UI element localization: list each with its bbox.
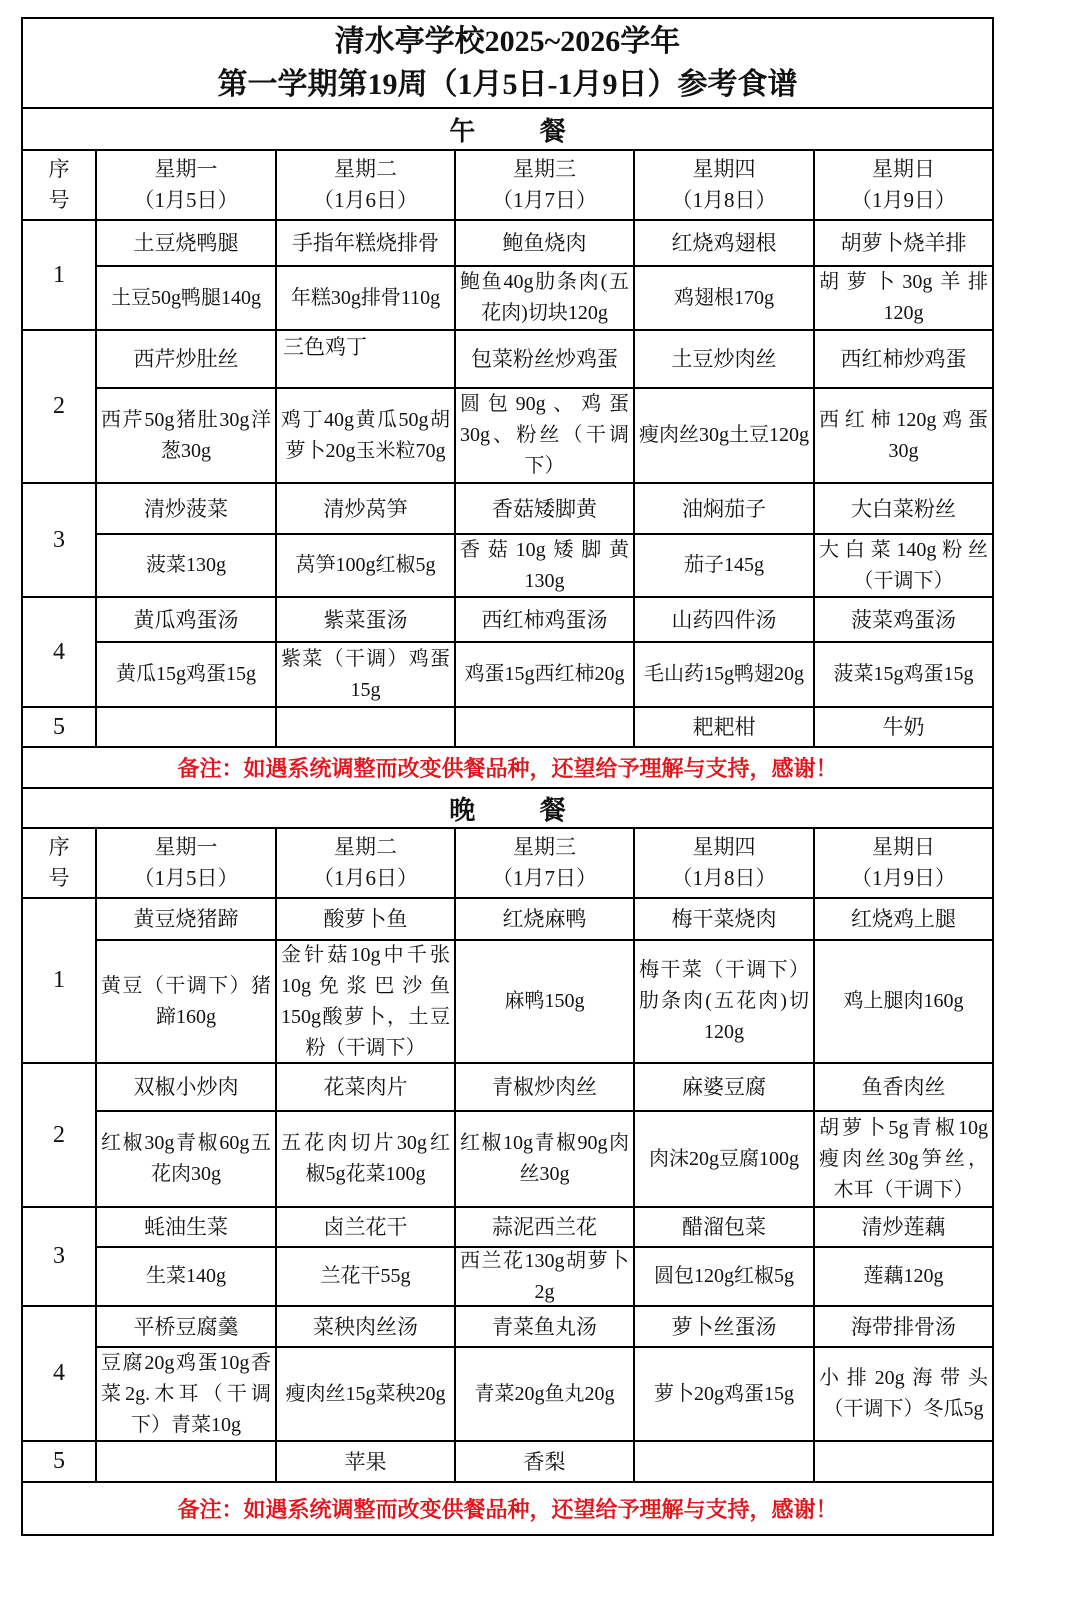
lunch-row-3-monday-dish: 清炒菠菜: [97, 484, 277, 535]
dinner-row-2-wednesday-ingredients: 红椒10g青椒90g肉丝30g: [456, 1112, 635, 1208]
dinner-row-3-wednesday-ingredients: 西兰花130g胡萝卜2g: [456, 1248, 635, 1307]
menu-title-school-year: 清水亭学校2025~2026学年: [334, 25, 681, 58]
dinner-row-1-wednesday-dish: 红烧麻鸭: [456, 899, 635, 941]
dinner-row-5-tuesday-item: 苹果: [277, 1442, 456, 1483]
dinner-row-5-number: 5: [23, 1442, 97, 1483]
dinner-row-3-thursday-ingredients: 圆包120g红椒5g: [635, 1248, 815, 1307]
dinner-row-5-monday-item: [97, 1442, 277, 1483]
menu-title: [23, 19, 994, 109]
lunch-row-4-wednesday-dish: 西红柿鸡蛋汤: [456, 598, 635, 643]
lunch-row-2-monday-dish: 西芹炒肚丝: [97, 331, 277, 389]
date-label: （1月7日）: [492, 866, 597, 890]
dinner-row-1-number: 1: [23, 899, 97, 1064]
lunch-row-3-thursday-ingredients: 茄子145g: [635, 535, 815, 598]
weekday-label: 星期四: [692, 157, 756, 181]
lunch-note: 备注：如遇系统调整而改变供餐品种，还望给予理解与支持，感谢！: [23, 748, 994, 789]
dinner-row-2-wednesday-dish: 青椒炒肉丝: [456, 1064, 635, 1112]
lunch-row-5-wednesday-item: [456, 708, 635, 748]
lunch-row-4-tuesday-ingredients: 紫菜（干调）鸡蛋15g: [277, 643, 456, 708]
lunch-row-4-wednesday-ingredients: 鸡蛋15g西红柿20g: [456, 643, 635, 708]
lunch-row-4-sunday-ingredients: 菠菜15g鸡蛋15g: [815, 643, 994, 708]
lunch-row-2-tuesday-ingredients: 鸡丁40g黄瓜50g胡萝卜20g玉米粒70g: [277, 389, 456, 484]
lunch-row-4-tuesday-dish: 紫菜蛋汤: [277, 598, 456, 643]
lunch-row-2-monday-ingredients: 西芹50g猪肚30g洋葱30g: [97, 389, 277, 484]
weekday-label: 星期四: [692, 835, 756, 859]
dinner-row-3-tuesday-dish: 卤兰花干: [277, 1208, 456, 1248]
lunch-row-3-tuesday-dish: 清炒莴笋: [277, 484, 456, 535]
dinner-row-1-wednesday-ingredients: 麻鸭150g: [456, 941, 635, 1064]
lunch-row-4-number: 4: [23, 598, 97, 708]
seq-header-line-2: 号: [48, 866, 70, 890]
lunch-row-2-sunday-dish: 西红柿炒鸡蛋: [815, 331, 994, 389]
dinner-row-4-sunday-dish: 海带排骨汤: [815, 1307, 994, 1348]
dinner-row-5-wednesday-item: 香梨: [456, 1442, 635, 1483]
dinner-row-4-thursday-dish: 萝卜丝蛋汤: [635, 1307, 815, 1348]
dinner-row-4-monday-dish: 平桥豆腐羹: [97, 1307, 277, 1348]
lunch-row-3-thursday-dish: 油焖茄子: [635, 484, 815, 535]
lunch-row-1-sunday-dish: 胡萝卜烧羊排: [815, 221, 994, 267]
lunch-header-monday: [97, 151, 277, 221]
weekday-label: 星期一: [154, 835, 218, 859]
lunch-row-3-tuesday-ingredients: 莴笋100g红椒5g: [277, 535, 456, 598]
date-label: （1月6日）: [313, 866, 418, 890]
lunch-row-4-monday-dish: 黄瓜鸡蛋汤: [97, 598, 277, 643]
lunch-row-1-thursday-dish: 红烧鸡翅根: [635, 221, 815, 267]
dinner-row-1-thursday-dish: 梅干菜烧肉: [635, 899, 815, 941]
weekday-label: 星期二: [334, 157, 397, 181]
lunch-row-1-monday-dish: 土豆烧鸭腿: [97, 221, 277, 267]
lunch-header-wednesday: [456, 151, 635, 221]
dinner-row-2-sunday-dish: 鱼香肉丝: [815, 1064, 994, 1112]
lunch-row-5-monday-item: [97, 708, 277, 748]
lunch-row-3-monday-ingredients: 菠菜130g: [97, 535, 277, 598]
lunch-row-3-wednesday-dish: 香菇矮脚黄: [456, 484, 635, 535]
dinner-row-2-monday-dish: 双椒小炒肉: [97, 1064, 277, 1112]
lunch-row-3-sunday-dish: 大白菜粉丝: [815, 484, 994, 535]
dinner-row-3-monday-ingredients: 生菜140g: [97, 1248, 277, 1307]
dinner-row-5-thursday-item: [635, 1442, 815, 1483]
dinner-row-4-wednesday-ingredients: 青菜20g鱼丸20g: [456, 1348, 635, 1442]
dinner-row-2-tuesday-ingredients: 五花肉切片30g红椒5g花菜100g: [277, 1112, 456, 1208]
dinner-row-1-monday-dish: 黄豆烧猪蹄: [97, 899, 277, 941]
lunch-row-1-thursday-ingredients: 鸡翅根170g: [635, 267, 815, 331]
dinner-row-4-tuesday-dish: 菜秧肉丝汤: [277, 1307, 456, 1348]
weekly-menu-table: [21, 17, 994, 1536]
date-label: （1月5日）: [133, 188, 239, 212]
weekday-label: 星期三: [513, 835, 576, 859]
menu-title-week: 第一学期第19周（1月5日-1月9日）参考食谱: [217, 68, 798, 101]
dinner-row-2-monday-ingredients: 红椒30g青椒60g五花肉30g: [97, 1112, 277, 1208]
date-label: （1月9日）: [851, 866, 956, 890]
weekday-label: 星期日: [872, 157, 935, 181]
dinner-row-1-sunday-ingredients: 鸡上腿肉160g: [815, 941, 994, 1064]
seq-header-line-1: 序: [48, 835, 70, 859]
dinner-row-1-sunday-dish: 红烧鸡上腿: [815, 899, 994, 941]
seq-header-line-1: 序: [48, 157, 70, 181]
lunch-row-3-wednesday-ingredients: 香菇10g矮脚黄130g: [456, 535, 635, 598]
date-label: （1月8日）: [671, 188, 777, 212]
lunch-row-4-thursday-ingredients: 毛山药15g鸭翅20g: [635, 643, 815, 708]
lunch-header-sunday: [815, 151, 994, 221]
dinner-row-2-thursday-dish: 麻婆豆腐: [635, 1064, 815, 1112]
dinner-header-sunday: [815, 829, 994, 899]
dinner-row-3-number: 3: [23, 1208, 97, 1307]
date-label: （1月6日）: [313, 188, 418, 212]
weekday-label: 星期一: [154, 157, 218, 181]
dinner-row-1-tuesday-ingredients: 金针菇10g中千张10g免浆巴沙鱼150g酸萝卜，土豆粉（干调下）: [277, 941, 456, 1064]
dinner-row-1-tuesday-dish: 酸萝卜鱼: [277, 899, 456, 941]
dinner-row-2-number: 2: [23, 1064, 97, 1208]
dinner-row-2-sunday-ingredients: 胡萝卜5g青椒10g瘦肉丝30g笋丝，木耳（干调下）: [815, 1112, 994, 1208]
lunch-row-2-thursday-ingredients: 瘦肉丝30g土豆120g: [635, 389, 815, 484]
dinner-row-1-thursday-ingredients: 梅干菜（干调下）肋条肉(五花肉)切120g: [635, 941, 815, 1064]
lunch-row-1-wednesday-dish: 鲍鱼烧肉: [456, 221, 635, 267]
lunch-row-2-number: 2: [23, 331, 97, 484]
date-label: （1月9日）: [851, 188, 956, 212]
dinner-row-2-thursday-ingredients: 肉沫20g豆腐100g: [635, 1112, 815, 1208]
dinner-row-4-sunday-ingredients: 小排20g海带头（干调下）冬瓜5g: [815, 1348, 994, 1442]
lunch-row-1-tuesday-dish: 手指年糕烧排骨: [277, 221, 456, 267]
dinner-row-3-sunday-dish: 清炒莲藕: [815, 1208, 994, 1248]
lunch-row-2-wednesday-dish: 包菜粉丝炒鸡蛋: [456, 331, 635, 389]
dinner-header-thursday: [635, 829, 815, 899]
dinner-section-label: 晚 餐: [23, 789, 994, 829]
weekday-label: 星期日: [872, 835, 935, 859]
date-label: （1月8日）: [671, 866, 777, 890]
dinner-note: 备注：如遇系统调整而改变供餐品种，还望给予理解与支持，感谢！: [23, 1483, 994, 1536]
lunch-row-1-monday-ingredients: 土豆50g鸭腿140g: [97, 267, 277, 331]
lunch-row-4-sunday-dish: 菠菜鸡蛋汤: [815, 598, 994, 643]
weekday-label: 星期三: [513, 157, 576, 181]
dinner-row-3-monday-dish: 蚝油生菜: [97, 1208, 277, 1248]
lunch-row-5-sunday-item: 牛奶: [815, 708, 994, 748]
weekday-label: 星期二: [334, 835, 397, 859]
dinner-row-1-monday-ingredients: 黄豆（干调下）猪蹄160g: [97, 941, 277, 1064]
lunch-row-1-sunday-ingredients: 胡萝卜30g羊排120g: [815, 267, 994, 331]
dinner-row-5-sunday-item: [815, 1442, 994, 1483]
dinner-row-3-tuesday-ingredients: 兰花干55g: [277, 1248, 456, 1307]
dinner-row-4-number: 4: [23, 1307, 97, 1442]
date-label: （1月5日）: [133, 866, 239, 890]
dinner-row-4-thursday-ingredients: 萝卜20g鸡蛋15g: [635, 1348, 815, 1442]
dinner-header-monday: [97, 829, 277, 899]
lunch-row-5-thursday-item: 耙耙柑: [635, 708, 815, 748]
date-label: （1月7日）: [492, 188, 597, 212]
lunch-row-5-tuesday-item: [277, 708, 456, 748]
lunch-row-4-monday-ingredients: 黄瓜15g鸡蛋15g: [97, 643, 277, 708]
lunch-row-2-sunday-ingredients: 西红柿120g鸡蛋30g: [815, 389, 994, 484]
dinner-row-4-tuesday-ingredients: 瘦肉丝15g菜秧20g: [277, 1348, 456, 1442]
dinner-row-2-tuesday-dish: 花菜肉片: [277, 1064, 456, 1112]
lunch-section-label: 午 餐: [23, 109, 994, 151]
dinner-header-tuesday: [277, 829, 456, 899]
lunch-header-thursday: [635, 151, 815, 221]
lunch-header-tuesday: [277, 151, 456, 221]
lunch-row-3-sunday-ingredients: 大白菜140g粉丝（干调下）: [815, 535, 994, 598]
lunch-row-2-thursday-dish: 土豆炒肉丝: [635, 331, 815, 389]
lunch-row-1-number: 1: [23, 221, 97, 331]
lunch-row-4-thursday-dish: 山药四件汤: [635, 598, 815, 643]
dinner-row-3-sunday-ingredients: 莲藕120g: [815, 1248, 994, 1307]
lunch-seq-header: [23, 151, 97, 221]
lunch-row-3-number: 3: [23, 484, 97, 598]
dinner-row-4-wednesday-dish: 青菜鱼丸汤: [456, 1307, 635, 1348]
lunch-row-2-tuesday-dish: 三色鸡丁: [277, 331, 456, 389]
dinner-header-wednesday: [456, 829, 635, 899]
dinner-row-4-monday-ingredients: 豆腐20g鸡蛋10g香菜2g.木耳（干调下）青菜10g: [97, 1348, 277, 1442]
lunch-row-1-tuesday-ingredients: 年糕30g排骨110g: [277, 267, 456, 331]
seq-header-line-2: 号: [48, 188, 70, 212]
dinner-row-3-wednesday-dish: 蒜泥西兰花: [456, 1208, 635, 1248]
dinner-row-3-thursday-dish: 醋溜包菜: [635, 1208, 815, 1248]
lunch-row-5-number: 5: [23, 708, 97, 748]
lunch-row-2-wednesday-ingredients: 圆包90g、鸡蛋30g、粉丝（干调下）: [456, 389, 635, 484]
lunch-row-1-wednesday-ingredients: 鲍鱼40g肋条肉(五花肉)切块120g: [456, 267, 635, 331]
dinner-seq-header: [23, 829, 97, 899]
